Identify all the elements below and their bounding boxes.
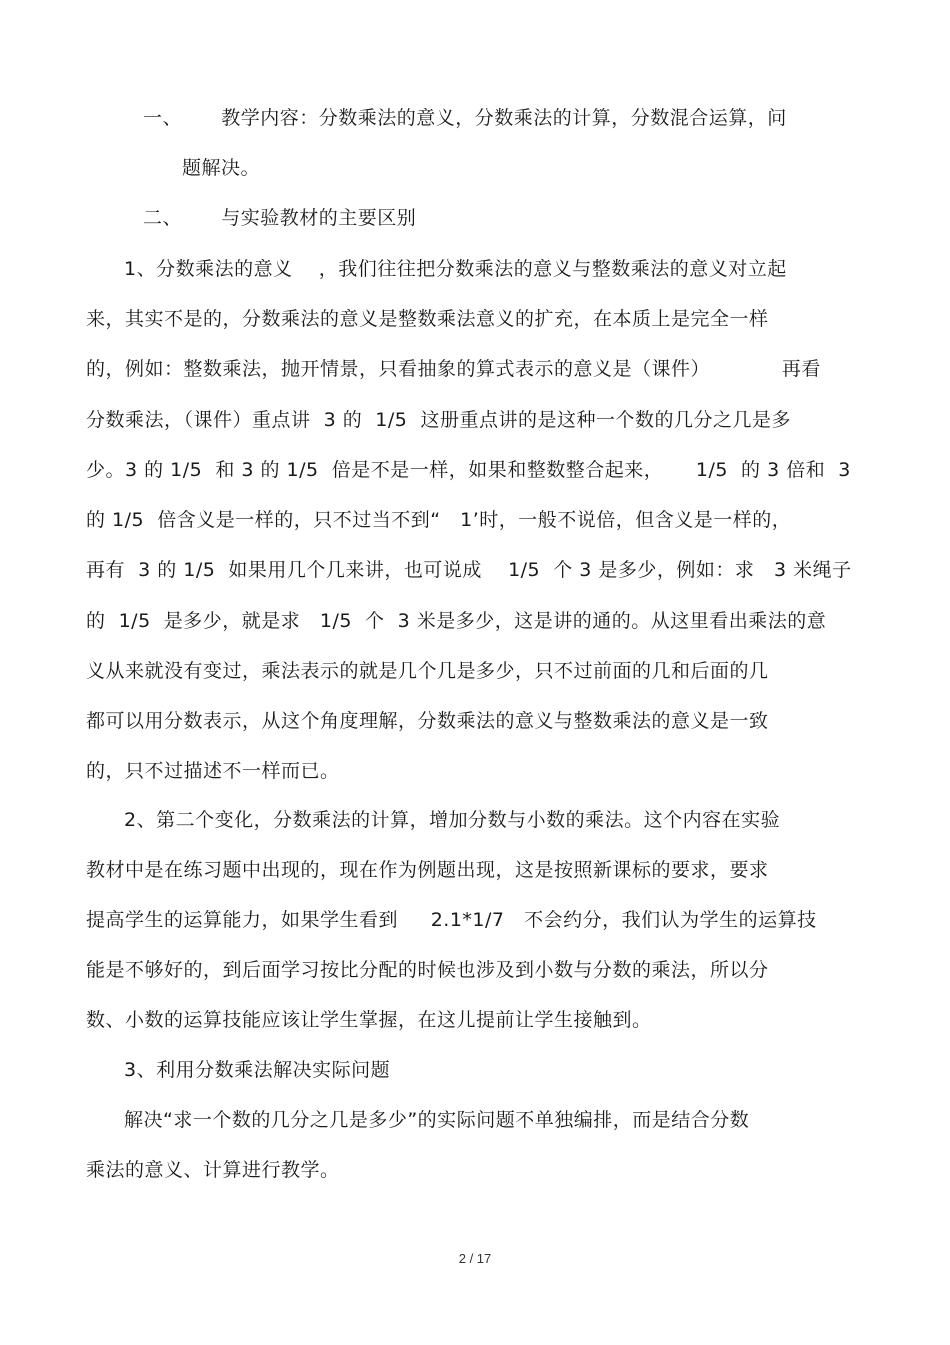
paragraph-line: 能是不够好的，到后面学习按比分配的时候也涉及到小数与分数的乘法，所以分 [86,959,769,981]
paragraph-line: 分数乘法，（课件）重点讲 3 的 1/5 这册重点讲的是这种一个数的几分之几是多 [86,409,791,431]
paragraph-line: 教材中是在练习题中出现的，现在作为例题出现，这是按照新课标的要求，要求 [86,859,769,881]
paragraph-line: 2、第二个变化，分数乘法的计算，增加分数与小数的乘法。这个内容在实验 [124,809,781,831]
paragraph-line: 乘法的意义、计算进行教学。 [86,1159,340,1181]
paragraph-line: 的 1/5 是多少，就是求 1/5 个 3 米是多少，这是讲的通的。从这里看出乘法的意 [86,610,827,632]
paragraph-line: 1、分数乘法的意义 ，我们往往把分数乘法的意义与整数乘法的意义对立起 [124,258,787,280]
paragraph-line: 解决“求一个数的几分之几是多少”的实际问题不单独编排，而是结合分数 [124,1109,750,1131]
page-number: 2 / 17 [458,1251,492,1266]
section-heading-two: 二、 与实验教材的主要区别 [143,207,417,229]
paragraph-line: 数、小数的运算技能应该让学生掌握，在这儿提前让学生接触到。 [86,1009,652,1031]
paragraph-line: 来，其实不是的，分数乘法的意义是整数乘法意义的扩充，在本质上是完全一样 [86,308,769,330]
paragraph-line: 题解决。 [182,157,261,179]
paragraph-line: 少。3 的 1/5 和 3 的 1/5 倍是不是一样，如果和整数整合起来， 1/5 的 3 倍和 3 [86,459,851,481]
paragraph-line: 都可以用分数表示，从这个角度理解，分数乘法的意义与整数乘法的意义是一致 [86,710,769,732]
paragraph-line: 的 1/5 倍含义是一样的，只不过当不到“ 1’时，一般不说倍，但含义是一样的， [86,509,792,531]
paragraph-line: 的，例如：整数乘法，抛开情景，只看抽象的算式表示的意义是（课件） 再看 [86,358,821,380]
subheading-three: 3、利用分数乘法解决实际问题 [124,1059,391,1081]
paragraph-line: 义从来就没有变过，乘法表示的就是几个几是多少，只不过前面的几和后面的几 [86,660,769,682]
section-heading-one: 一、 教学内容：分数乘法的意义，分数乘法的计算，分数混合运算，问 [143,107,787,129]
paragraph-line: 提高学生的运算能力，如果学生看到 2.1*1/7 不会约分，我们认为学生的运算技 [86,909,817,931]
paragraph-line: 的，只不过描述不一样而已。 [86,760,340,782]
paragraph-line: 再有 3 的 1/5 如果用几个几来讲，也可说成 1/5 个 3 是多少，例如：求 3 米绳子 [86,559,852,581]
